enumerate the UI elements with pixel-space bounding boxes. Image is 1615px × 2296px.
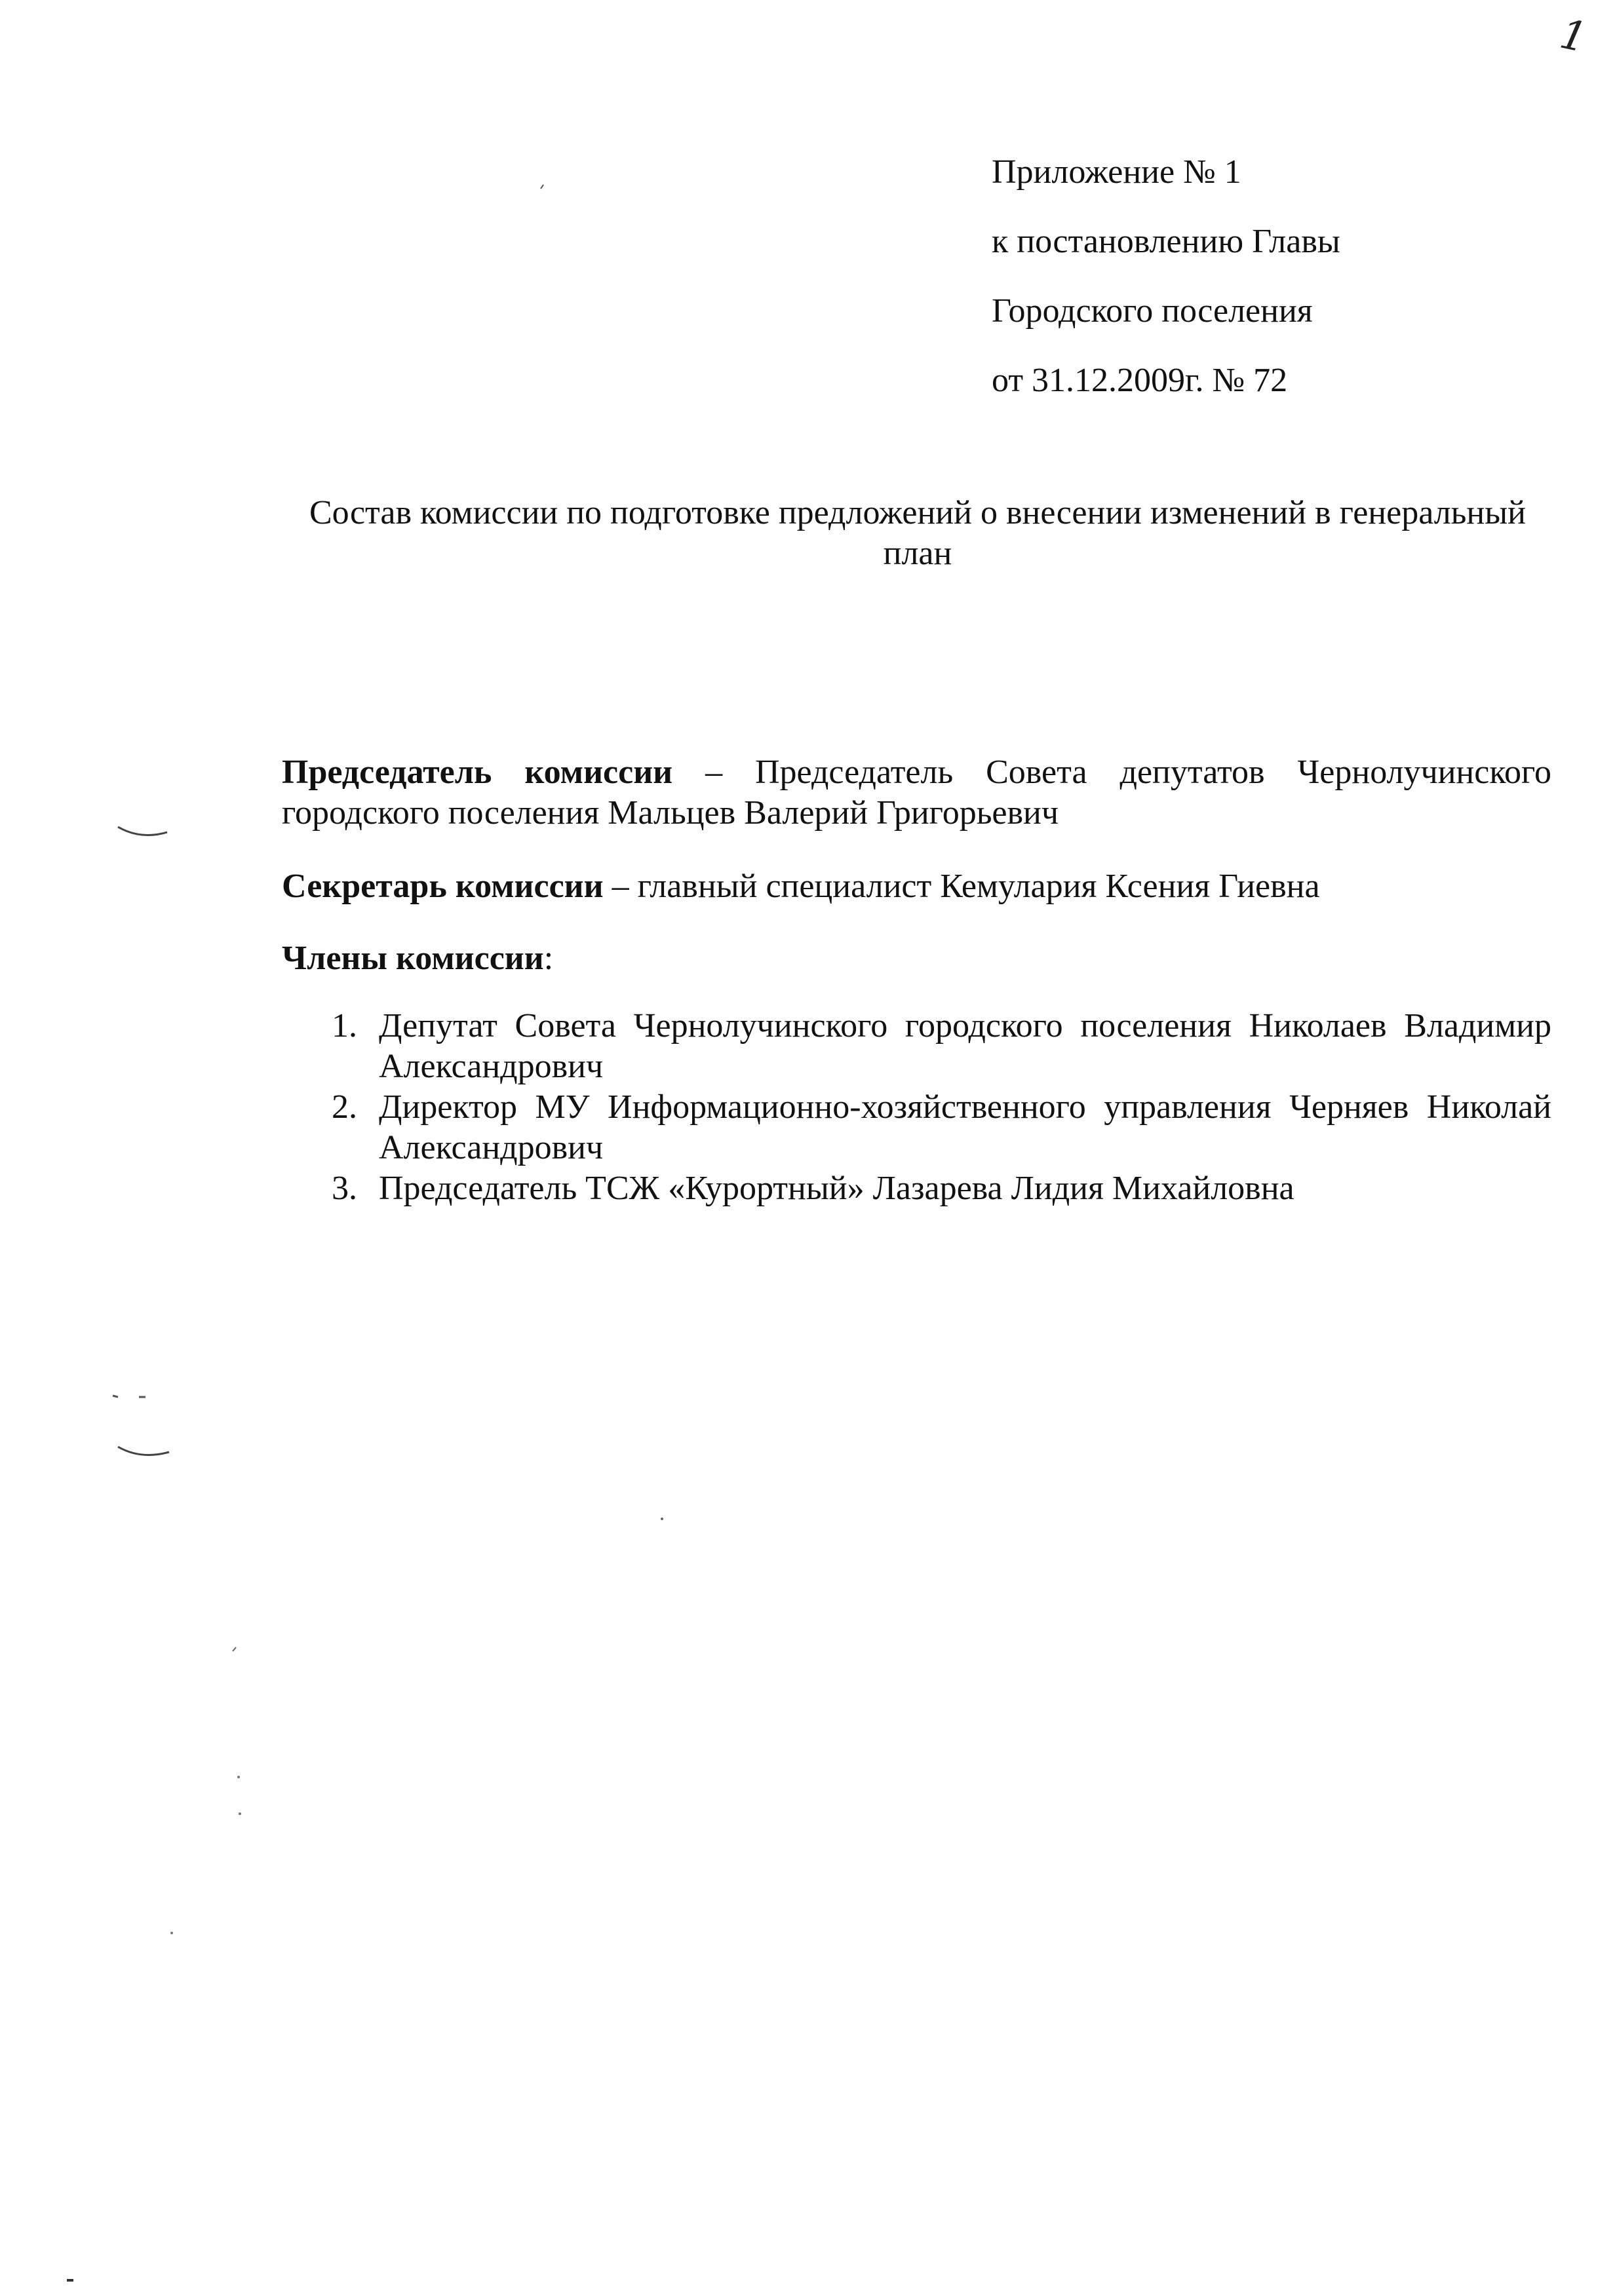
document-title: Состав комиссии по подготовке предложений о внесении изменений в генеральный план xyxy=(309,494,1526,572)
handwritten-page-number: 1 xyxy=(1555,9,1591,62)
appendix-header xyxy=(992,138,1340,415)
list-item-text: Директор МУ Информационно-хозяйственного управления Черняев Николай Александрович xyxy=(379,1088,1551,1166)
list-item-text: Депутат Совета Чернолучинского городского поселения Николаев Владимир Александрович xyxy=(379,1007,1551,1085)
margin-mark xyxy=(170,1932,173,1934)
members-heading xyxy=(282,938,1551,979)
secretary-text: – главный специалист Кемулария Ксения Гиевна xyxy=(603,868,1320,905)
margin-mark xyxy=(118,1447,169,1455)
chairman-text: – Председатель Совета депутатов Чернолучинского городского поселения Мальцев Валерий Григорьевич xyxy=(282,754,1551,832)
appendix-line-3: Городского поселения xyxy=(992,292,1313,330)
list-item xyxy=(282,1168,1551,1209)
appendix-line-1: Приложение № 1 xyxy=(992,153,1241,191)
list-item xyxy=(282,1087,1551,1168)
margin-mark xyxy=(661,1518,663,1520)
secretary-label: Секретарь комиссии xyxy=(282,868,604,905)
chairman-label: Председатель комиссии xyxy=(282,754,673,791)
list-item-text: Председатель ТСЖ «Курортный» Лазарева Лидия Михайловна xyxy=(379,1170,1294,1207)
margin-mark xyxy=(237,1776,240,1778)
secretary-paragraph xyxy=(282,866,1551,907)
chairman-paragraph xyxy=(282,752,1551,833)
members-label: Члены комиссии xyxy=(282,940,544,977)
members-list xyxy=(282,1006,1551,1209)
margin-mark xyxy=(541,185,543,189)
list-item xyxy=(282,1006,1551,1087)
margin-mark xyxy=(233,1647,236,1651)
margin-mark xyxy=(239,1812,241,1815)
list-item-number: 2. xyxy=(332,1088,357,1126)
members-colon: : xyxy=(543,940,554,977)
appendix-line-2: к постановлению Главы xyxy=(992,223,1340,260)
margin-mark xyxy=(113,1396,118,1397)
list-item-number: 3. xyxy=(332,1170,357,1207)
list-item-number: 1. xyxy=(332,1007,357,1044)
margin-mark xyxy=(118,827,167,835)
appendix-line-4: от 31.12.2009г. № 72 xyxy=(992,362,1288,399)
